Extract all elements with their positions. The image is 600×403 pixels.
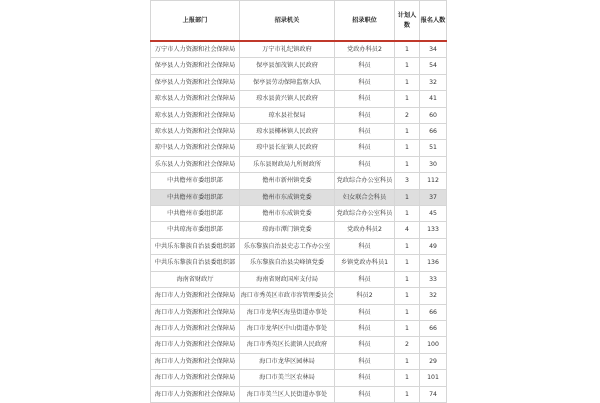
table-row <box>151 189 447 205</box>
cell-department: 海口市人力资源和社会保障局 <box>151 386 240 402</box>
cell-planned-count: 2 <box>395 107 420 123</box>
cell-position: 科员 <box>335 58 395 74</box>
cell-applicant-count: 32 <box>420 74 447 90</box>
cell-agency: 海口市龙华区中山街道办事处 <box>240 320 335 336</box>
cell-planned-count: 1 <box>395 156 420 172</box>
cell-position: 科员 <box>335 304 395 320</box>
table-row <box>151 222 447 238</box>
cell-applicant-count: 101 <box>420 370 447 386</box>
header-applicant-count: 报名人数 <box>420 1 447 42</box>
cell-position: 党政办科员2 <box>335 41 395 58</box>
table-row <box>151 74 447 90</box>
cell-applicant-count: 133 <box>420 222 447 238</box>
header-position: 招录职位 <box>335 1 395 42</box>
table-row <box>151 353 447 369</box>
cell-agency: 海口市秀英区市政市容管理委员会 <box>240 288 335 304</box>
table-row <box>151 320 447 336</box>
table-row <box>151 271 447 287</box>
cell-department: 保亭县人力资源和社会保障局 <box>151 58 240 74</box>
cell-planned-count: 1 <box>395 91 420 107</box>
cell-department: 乐东县人力资源和社会保障局 <box>151 156 240 172</box>
cell-agency: 儋州市新州镇党委 <box>240 173 335 189</box>
header-planned-count: 计划人数 <box>395 1 420 42</box>
cell-planned-count: 1 <box>395 189 420 205</box>
cell-planned-count: 1 <box>395 386 420 402</box>
cell-department: 中共乐东黎族自治县委组织部 <box>151 255 240 271</box>
cell-position: 科员 <box>335 124 395 140</box>
cell-applicant-count: 60 <box>420 107 447 123</box>
cell-department: 中共乐东黎族自治县委组织部 <box>151 238 240 254</box>
cell-planned-count: 1 <box>395 41 420 58</box>
cell-planned-count: 1 <box>395 206 420 222</box>
cell-department: 琼水县人力资源和社会保障局 <box>151 124 240 140</box>
cell-planned-count: 1 <box>395 238 420 254</box>
cell-applicant-count: 30 <box>420 156 447 172</box>
cell-position: 党政综合办公室科员 <box>335 173 395 189</box>
cell-agency: 保亭县劳动保障监察大队 <box>240 74 335 90</box>
cell-planned-count: 1 <box>395 124 420 140</box>
cell-agency: 儋州市东成镇党委 <box>240 189 335 205</box>
cell-department: 海口市人力资源和社会保障局 <box>151 353 240 369</box>
cell-applicant-count: 49 <box>420 238 447 254</box>
cell-applicant-count: 74 <box>420 386 447 402</box>
cell-applicant-count: 54 <box>420 58 447 74</box>
table-row <box>151 288 447 304</box>
cell-planned-count: 1 <box>395 255 420 271</box>
table-row <box>151 173 447 189</box>
cell-applicant-count: 136 <box>420 255 447 271</box>
cell-planned-count: 1 <box>395 140 420 156</box>
table-row <box>151 255 447 271</box>
cell-position: 科员 <box>335 353 395 369</box>
cell-department: 海南省财政厅 <box>151 271 240 287</box>
cell-applicant-count: 32 <box>420 288 447 304</box>
cell-planned-count: 2 <box>395 337 420 353</box>
cell-applicant-count: 34 <box>420 41 447 58</box>
header-department: 上报部门 <box>151 1 240 42</box>
table-row <box>151 304 447 320</box>
cell-agency: 保亭县加茂镇人民政府 <box>240 58 335 74</box>
cell-position: 乡镇党政办科员1 <box>335 255 395 271</box>
header-agency: 招录机关 <box>240 1 335 42</box>
cell-department: 中共儋州市委组织部 <box>151 189 240 205</box>
cell-department: 海口市人力资源和社会保障局 <box>151 288 240 304</box>
cell-agency: 万宁市礼纪镇政府 <box>240 41 335 58</box>
cell-position: 科员 <box>335 337 395 353</box>
cell-position: 科员 <box>335 386 395 402</box>
cell-department: 琼水县人力资源和社会保障局 <box>151 107 240 123</box>
table-row <box>151 370 447 386</box>
cell-agency: 琼水县社保局 <box>240 107 335 123</box>
cell-agency: 海口市秀英区长流镇人民政府 <box>240 337 335 353</box>
cell-applicant-count: 29 <box>420 353 447 369</box>
table-row <box>151 238 447 254</box>
cell-agency: 琼水县黄兴镇人民政府 <box>240 91 335 107</box>
cell-department: 中共儋州市委组织部 <box>151 173 240 189</box>
cell-department: 万宁市人力资源和社会保障局 <box>151 41 240 58</box>
cell-applicant-count: 41 <box>420 91 447 107</box>
cell-position: 科员 <box>335 271 395 287</box>
table-row <box>151 337 447 353</box>
cell-applicant-count: 51 <box>420 140 447 156</box>
cell-applicant-count: 45 <box>420 206 447 222</box>
cell-planned-count: 1 <box>395 74 420 90</box>
cell-department: 海口市人力资源和社会保障局 <box>151 320 240 336</box>
cell-position: 科员 <box>335 238 395 254</box>
cell-agency: 海口市龙华区海垦街道办事处 <box>240 304 335 320</box>
table-row <box>151 107 447 123</box>
cell-department: 海口市人力资源和社会保障局 <box>151 304 240 320</box>
cell-planned-count: 1 <box>395 304 420 320</box>
cell-department: 海口市人力资源和社会保障局 <box>151 370 240 386</box>
cell-planned-count: 1 <box>395 271 420 287</box>
cell-agency: 乐东县财政局九所财政所 <box>240 156 335 172</box>
table-body <box>151 41 447 402</box>
cell-department: 琼水县人力资源和社会保障局 <box>151 91 240 107</box>
cell-applicant-count: 112 <box>420 173 447 189</box>
cell-applicant-count: 37 <box>420 189 447 205</box>
cell-department: 中共琼海市委组织部 <box>151 222 240 238</box>
cell-agency: 海口市美兰区人民街道办事处 <box>240 386 335 402</box>
cell-department: 保亭县人力资源和社会保障局 <box>151 74 240 90</box>
cell-position: 党政综合办公室科员 <box>335 206 395 222</box>
cell-planned-count: 4 <box>395 222 420 238</box>
table-row <box>151 156 447 172</box>
cell-department: 琼中县人力资源和社会保障局 <box>151 140 240 156</box>
cell-applicant-count: 66 <box>420 320 447 336</box>
cell-applicant-count: 66 <box>420 304 447 320</box>
cell-agency: 琼水县椰林镇人民政府 <box>240 124 335 140</box>
cell-position: 科员 <box>335 156 395 172</box>
table-row <box>151 91 447 107</box>
cell-agency: 乐东黎族自治县史志工作办公室 <box>240 238 335 254</box>
cell-position: 科员 <box>335 370 395 386</box>
cell-agency: 儋州市东成镇党委 <box>240 206 335 222</box>
cell-applicant-count: 100 <box>420 337 447 353</box>
cell-planned-count: 1 <box>395 370 420 386</box>
recruitment-table <box>150 0 447 403</box>
cell-position: 科员 <box>335 107 395 123</box>
cell-planned-count: 1 <box>395 288 420 304</box>
cell-position: 科员 <box>335 140 395 156</box>
cell-department: 海口市人力资源和社会保障局 <box>151 337 240 353</box>
cell-agency: 海口市美兰区农林局 <box>240 370 335 386</box>
table-row <box>151 124 447 140</box>
cell-planned-count: 1 <box>395 353 420 369</box>
cell-agency: 琼中县长征镇人民政府 <box>240 140 335 156</box>
cell-department: 中共儋州市委组织部 <box>151 206 240 222</box>
cell-position: 科员 <box>335 91 395 107</box>
table-row <box>151 41 447 58</box>
cell-position: 科员 <box>335 320 395 336</box>
table-row <box>151 58 447 74</box>
cell-planned-count: 3 <box>395 173 420 189</box>
cell-position: 妇女联合会科员 <box>335 189 395 205</box>
recruitment-table-container <box>150 0 446 403</box>
cell-agency: 乐东黎族自治县尖峰镇党委 <box>240 255 335 271</box>
table-row <box>151 206 447 222</box>
cell-applicant-count: 33 <box>420 271 447 287</box>
cell-applicant-count: 66 <box>420 124 447 140</box>
cell-planned-count: 1 <box>395 320 420 336</box>
cell-agency: 海口市龙华区园林局 <box>240 353 335 369</box>
cell-planned-count: 1 <box>395 58 420 74</box>
cell-position: 科员 <box>335 74 395 90</box>
table-header-row <box>151 1 447 42</box>
cell-position: 科员2 <box>335 288 395 304</box>
table-row <box>151 140 447 156</box>
cell-position: 党政办科员2 <box>335 222 395 238</box>
cell-agency: 琼海市潭门镇党委 <box>240 222 335 238</box>
cell-agency: 海南省财政国库支付局 <box>240 271 335 287</box>
